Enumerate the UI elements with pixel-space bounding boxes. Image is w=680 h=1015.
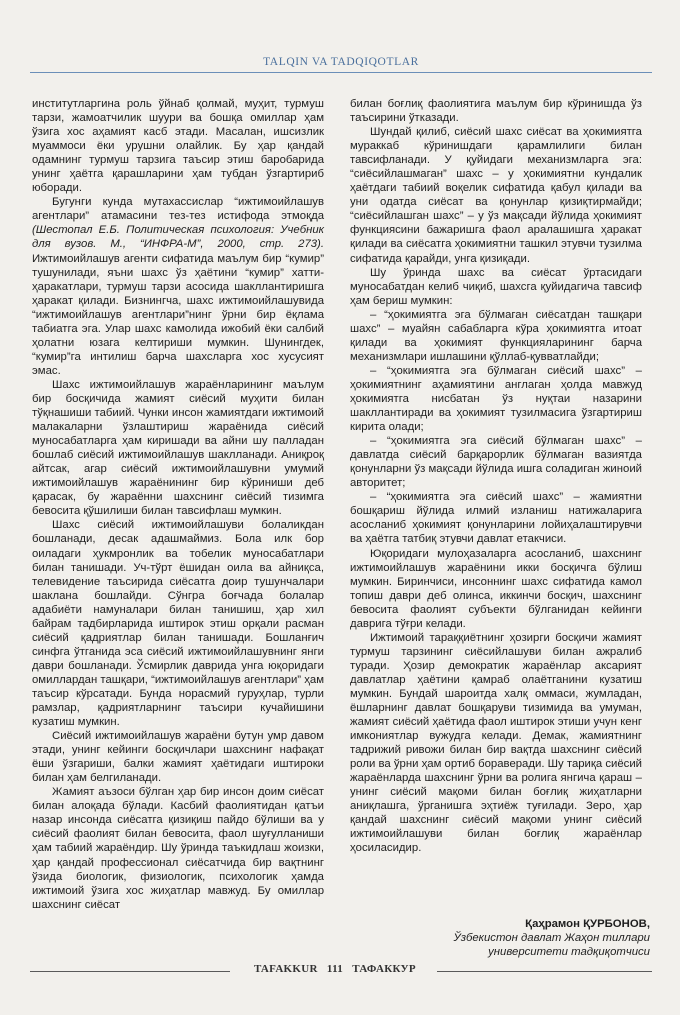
footer-text xyxy=(235,963,435,975)
paragraph: Шу ўринда шахс ва сиёсат ўртасидаги муносабатдан келиб чиқиб, шахсга қуйидагича тавсиф ҳам бериш мумкин: xyxy=(350,266,642,307)
list-item: – “ҳокимиятга эга сиёсий бўлмаган шахс” – давлатда сиёсий барқарорлик бўлмаган вазиятда қонунларни ўз мақсади йўлида ишга соладиган жиноий авторитет; xyxy=(350,435,643,490)
list-item: – “ҳокимиятга эга бўлмаган сиёсий шахс” – ҳокимиятнинг аҳамиятини англаган ҳолда мавжуд ҳокимиятга нисбатан ўз нуқтаи назарини шакллантиради ва ҳокимият тузилмасига ўзгартириш киритa олади; xyxy=(350,364,642,434)
citation: (Шестопал Е.Б. Политическая психология: Учебник для вузов. М., “ИНФРА-М”, 2000, стр. 273). xyxy=(32,224,324,251)
paragraph: институтларгина роль ўйнаб қолмай, муҳит, турмуш тарзи, жамоатчилик шуури ва бошқа омиллар ҳам ўзига хос аҳамият касб этади. Масалан, ишсизлик муаммоси ёки урушни олайлик. Бу ҳар қандай одамнинг турмуш тарзига таъсир этиш баробарида унинг ҳаётга қарашларини ҳам тубдан ўзгартириб юборади. xyxy=(32,98,324,195)
paragraph: Сиёсий ижтимоийлашув жараёни бутун умр давом этади, унинг кейинги босқичлари шахснинг нафақат ёши ўзгариши, балки жамият ҳаётидаги иштироки билан ҳам белгиланади. xyxy=(32,730,324,785)
footer-rule xyxy=(30,971,230,972)
header-rule xyxy=(30,72,652,73)
footer-journal-latin: TAFAKKUR xyxy=(254,963,318,975)
paragraph-text: Бугунги кунда мутахассислар “ижтимоийлашув агентлари” атамасини тез-тез истифода этмоқда xyxy=(32,196,324,223)
list-item: – “ҳокимиятга эга бўлмаган сиёсатдан ташқари шахс” – муайян сабабларга кўра ҳокимиятга итоат қилади ва ҳокимият функцияларининг барча механизмлари ишлашини қўллаб-қувватлайди; xyxy=(350,308,642,363)
author-affiliation: Ўзбекистон давлат Жаҳон тиллари xyxy=(453,932,650,944)
paragraph: Юқоридаги мулоҳазаларга асосланиб, шахснинг ижтимоийлашув жараёнини икки босқичга бўлиш мумкин. Биринчиси, инсоннинг шахс сифатида камол топиш даври деб олинса, иккинчи босқич, шахснинг бевосита фаолият субъекти бўлганидан кейинги даврига тўғри келади. xyxy=(350,547,642,630)
author-signature xyxy=(350,917,650,959)
author-affiliation: университети тадқиқотчиси xyxy=(488,946,650,958)
paragraph: Ижтимоий тараққиётнинг ҳозирги босқичи жамият турмуш тарзининг сиёсийлашуви билан ажралиб туради. Ҳозир демократик жараёнлар аксарият давлатлар ҳаётини қамраб олаётганини кузатиш мумкин. Бундай шароитда халқ оммаси, жумладан, ёшларнинг давлат бошқаруви тизимида ва умуман, жамият сиёсий ҳаётида фаол иштирок этиши учун кенг имкониятлар вужудга келади. Демак, жамиятнинг тадрижий ривожи билан бир вақтда шахснинг сиёсий роли ва ўрни ҳам ортиб бораверади. Шу тариқа сиёсий жараёнларда шахснинг ўрни ва ролига янгича қараш – унинг сиёсий мақоми билан боғлиқ жиҳатларни аниқлашга, ўрганишга эҳтиёж туғилади. Зеро, ҳар қандай шахснинг сиёсий мақоми унинг сиёсий ижтимоийлашуви билан боғлиқ жараёнлар ҳосиласидир. xyxy=(350,631,642,855)
page-number: 111 xyxy=(326,963,344,975)
header-title: TALQIN VA TADQIQOTLAR xyxy=(263,56,419,68)
paragraph: билан боғлиқ фаолиятига маълум бир кўринишда ўз таъсирини ўтказади. xyxy=(350,98,642,125)
paragraph-text: Ижтимоийлашув агенти сифатида маълум бир “кумир” тушунилади, яъни шахс ўз ҳаётини “кумир” хатти-ҳаракатлари, турмуш тарзи асосида шакллантиришга ҳаракат қилади. Бизнингча, шахс ижтимоийлашувида “ижтимоийлашув агентлари”нинг ўрни бир ёқлама табиатга эга. Улар шахс камолида ижобий ёки салбий ҳолатни юзага келтириши мумкин. Шунингдек, “кумир”га интилиш барча шахсларга хос хусусият эмас. xyxy=(32,252,324,377)
footer-rule xyxy=(437,971,652,972)
page-footer xyxy=(30,963,652,979)
running-header xyxy=(30,56,652,74)
paragraph: Шахс ижтимоийлашув жараёнларининг маълум бир босқичида жамият сиёсий муҳити билан тўқнашиши табиий. Чунки инсон жамиятдаги ижтимоий малакаларни ўзлаштириш жараёнида сиёсий муносабатларга ҳам киришади ва айни шу палладан бошлаб сиёсий ижтимоийлашув шаклланади. Аниқроқ айтсак, агар сиёсий ижтимоийлашувни умумий ижтимоийлашув жараёнининг бир кўриниши деб қарасак, бу жараённи шахснинг сиёсий тизимга бевосита қўшилиши билан тавсифлаш мумкин. xyxy=(32,378,324,518)
right-column xyxy=(350,97,642,856)
author-name: Қаҳрамон ҚУРБОНОВ, xyxy=(525,918,650,930)
footer-journal-cyrillic: ТАФАККУР xyxy=(352,963,416,975)
list-item: – “ҳокимиятга эга сиёсий шахс” – жамиятни бошқариш йўлида илмий изланиш натижаларига асосланиб ҳокимият қонунларини лойиҳалаштирувчи ва ҳаётга татбиқ этувчи давлат етакчиси. xyxy=(350,491,642,546)
paragraph: Шахс сиёсий ижтимоийлашуви болаликдан бошланади, десак адашмаймиз. Бола илк бор оиладаги ҳукмронлик ва тобелик муносабатлари билан танишади. Уч-тўрт ёшидан оила ва айниқса, телевидение таъсирида сиёсатга доир тушунчалари шаклана бошлайди. Сўнгра боғчада болалар адабиёти намуналари билан танишиш, ҳар хил байрам тадбирларида иштирок этиш орқали расман сиёсий қадриятлар билан танишади. Бошланғич синфга ўтганида эса сиёсий ижтимоийлашувнинг янги даври бошланади. Ўсмирлик даврида унга юқоридаги омиллардан ташқари, “ижтимоийлашув агентлари” ҳам таъсир кўрсатади. Бунда норасмий гуруҳлар, турли рамзлар, қадриятларнинг таъсири кучайишини кузатиш мумкин. xyxy=(32,519,324,729)
left-column xyxy=(32,97,324,912)
paragraph: Шундай қилиб, сиёсий шахс сиёсат ва ҳокимиятга мураккаб кўринишдаги қарамлилиги билан тавсифланади. У қуйидаги механизмларга эга: “сиёсийлашмаган” шахс – у ҳокимиятни кундалик ҳаётдаги табиий воқелик сифатида қабул қилади ва уни одатда сиёсат ва қонунлар қизиқтирмайди; “сиёсийлашган шахс” – у ўз мақсади йўлида ҳокимият функциясини бажаришга фаол аралашишга ҳаракат қилади ва сиёсатга ҳокимиятни ташкил этувчи тузилма сифатида қарайди, унга қизиқади. xyxy=(350,126,642,265)
paragraph: Жамият аъзоси бўлган ҳар бир инсон доим сиёсат билан алоқада бўлади. Касбий фаолиятидан қатъи назар инсонда сиёсатга қизиқиш пайдо бўлиши ва у сиёсий фаолият билан бевосита, фаол шуғулланиши ҳам табиий жараёндир. Шу ўринда таъкидлаш жоизки, ҳар қандай профессионал сиёсатчида бир вақтнинг ўзида биологик, физиологик, психологик ҳамда ижтимоий ўзига хос жиҳатлар мавжуд. Бу омиллар шахснинг сиёсат xyxy=(32,786,324,911)
paragraph xyxy=(32,195,324,378)
